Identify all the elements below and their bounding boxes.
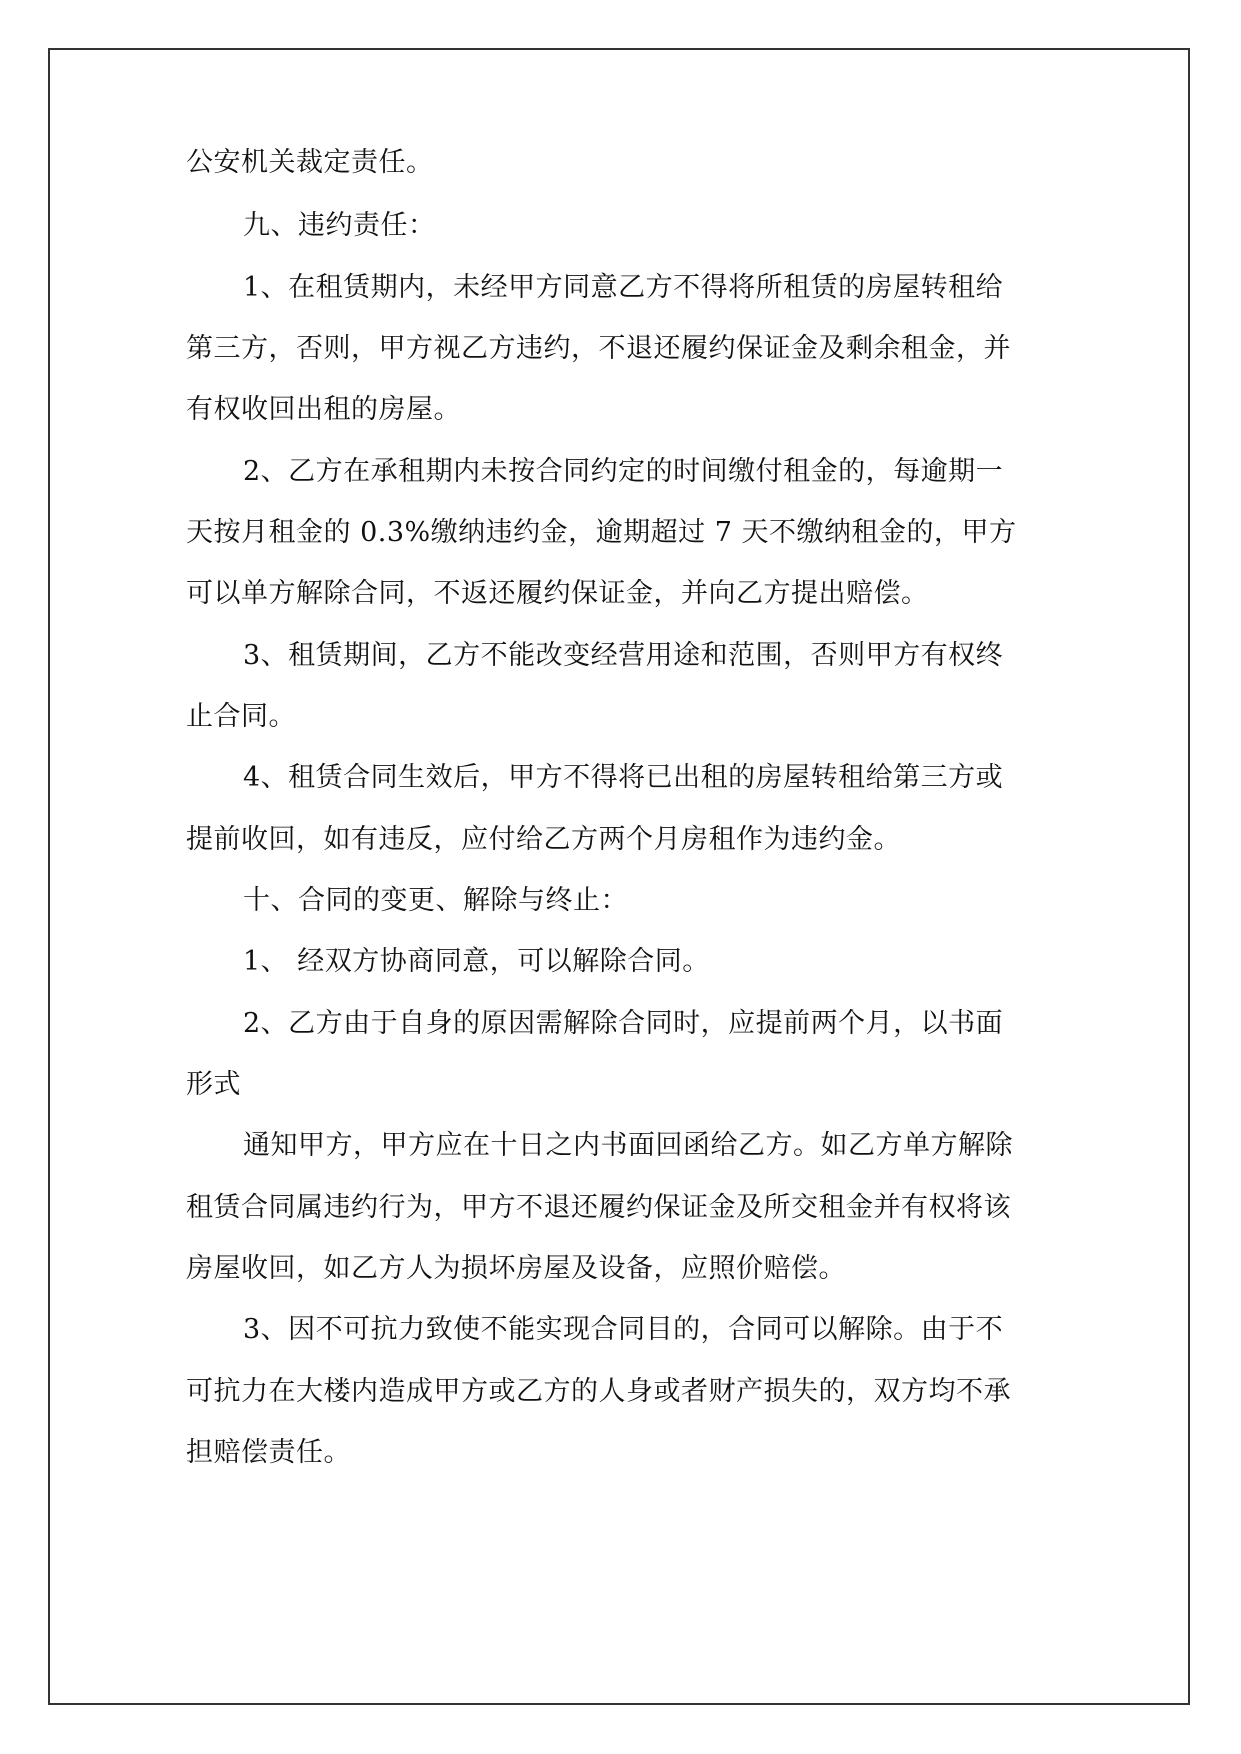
line-9: 止合同。 — [186, 701, 296, 732]
section-heading-9: 九、违约责任： — [243, 210, 436, 241]
line-18: 房屋收回，如乙方人为损坏房屋及设备，应照价赔偿。 — [186, 1253, 846, 1284]
line-13: 1、 经双方协商同意，可以解除合同。 — [243, 946, 710, 977]
line-15: 形式 — [186, 1069, 241, 1100]
line-5: 2、乙方在承租期内未按合同约定的时间缴付租金的，每逾期一 — [243, 456, 1004, 487]
line-4: 有权收回出租的房屋。 — [186, 394, 461, 425]
line-20: 可抗力在大楼内造成甲方或乙方的人身或者财产损失的，双方均不承 — [186, 1376, 1011, 1407]
line-21: 担赔偿责任。 — [186, 1437, 351, 1468]
line-2: 1、在租赁期内，未经甲方同意乙方不得将所租赁的房屋转租给 — [243, 272, 1004, 303]
line-11: 提前收回，如有违反，应付给乙方两个月房租作为违约金。 — [186, 824, 901, 855]
line-0: 公安机关裁定责任。 — [186, 147, 434, 178]
line-3: 第三方，否则，甲方视乙方违约，不退还履约保证金及剩余租金，并 — [186, 333, 1011, 364]
line-16: 通知甲方，甲方应在十日之内书面回函给乙方。如乙方单方解除 — [243, 1130, 1013, 1161]
section-heading-10: 十、合同的变更、解除与终止： — [243, 885, 628, 916]
line-8: 3、租赁期间，乙方不能改变经营用途和范围，否则甲方有权终 — [243, 640, 1004, 671]
line-10: 4、租赁合同生效后，甲方不得将已出租的房屋转租给第三方或 — [243, 762, 1004, 793]
line-17: 租赁合同属违约行为，甲方不退还履约保证金及所交租金并有权将该 — [186, 1192, 1011, 1223]
line-6: 天按月租金的 0.3%缴纳违约金，逾期超过 7 天不缴纳租金的，甲方 — [186, 517, 1017, 548]
line-14: 2、乙方由于自身的原因需解除合同时，应提前两个月，以书面 — [243, 1008, 1004, 1039]
line-7: 可以单方解除合同，不返还履约保证金，并向乙方提出赔偿。 — [186, 578, 929, 609]
line-19: 3、因不可抗力致使不能实现合同目的，合同可以解除。由于不 — [243, 1314, 1004, 1345]
